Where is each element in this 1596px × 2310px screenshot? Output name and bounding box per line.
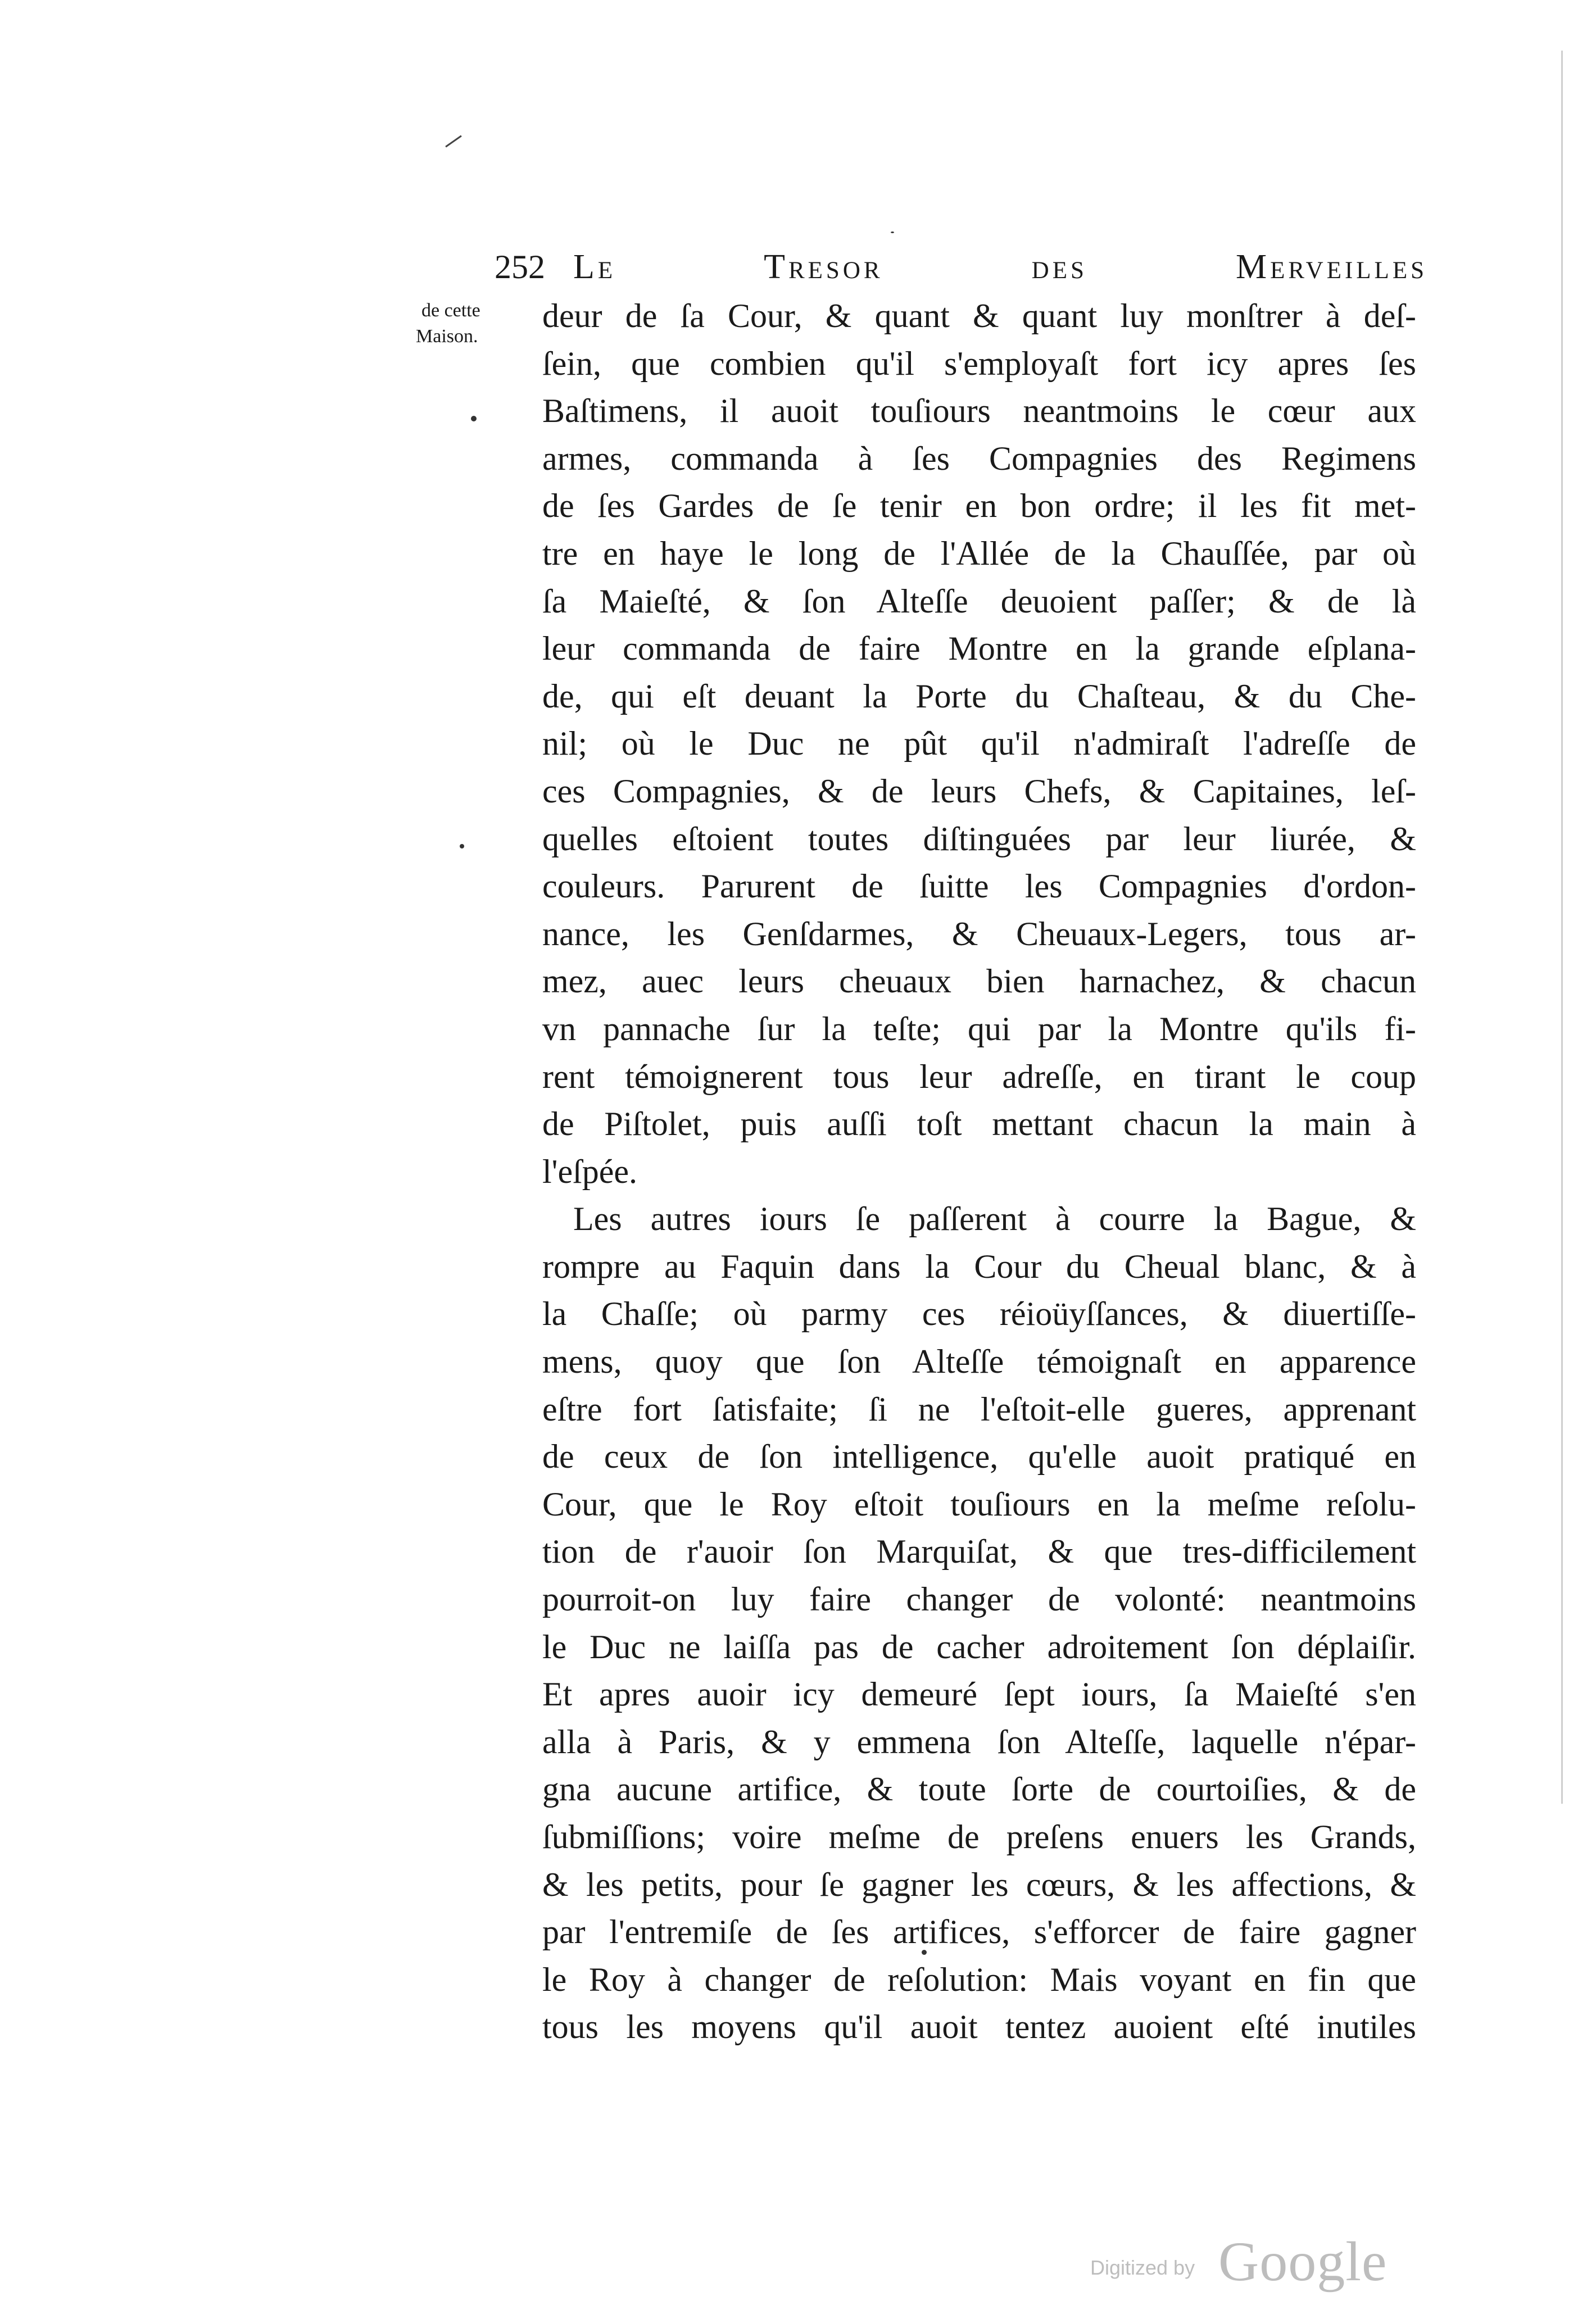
text-line: le Duc ne laiſſa pas de cacher adroitement ſon déplaiſir. [542,1628,1416,1665]
ink-mark [445,135,462,148]
text-line: nance, les Genſdarmes, & Cheuaux-Legers, tous ar- [542,915,1416,952]
text-line: alla à Paris, & y emmena ſon Alteſſe, laquelle n'épar- [542,1723,1416,1760]
google-logo: Google [1218,2230,1388,2293]
running-title: Le Tresor des Merveilles [573,248,1427,286]
text-line: pourroit-on luy faire changer de volonté: neantmoins [542,1581,1416,1618]
text-line: couleurs. Parurent de ſuitte les Compagnies d'ordon- [542,868,1416,905]
text-line: quelles eſtoient toutes diſtinguées par leur liurée, & [542,820,1416,857]
page-header [495,242,1427,292]
text-line: Les autres iours ſe paſſerent à courre la Bague, & [573,1200,1416,1238]
digitized-by-google-watermark [1090,2230,1405,2293]
text-line: rent témoignerent tous leur adreſſe, en tirant le coup [542,1058,1416,1095]
text-line: Baſtimens, il auoit touſiours neantmoins le cœur aux [542,392,1416,430]
text-line: de Piſtolet, puis auſſi toſt mettant chacun la main à [542,1105,1416,1143]
page-number: 252 [495,248,545,285]
ink-speck [891,232,894,233]
watermark-label: Digitized by [1090,2256,1195,2279]
text-line: ſubmiſſions; voire meſme de preſens enuers les Grands, [542,1818,1416,1855]
text-line: Et apres auoir icy demeuré ſept iours, ſa Maieſté s'en [542,1676,1416,1713]
text-line: mens, quoy que ſon Alteſſe témoignaſt en apparence [542,1343,1416,1381]
margin-note-line: de cette [421,300,480,321]
text-line: tion de r'auoir ſon Marquiſat, & que tres-difficilement [542,1533,1416,1571]
text-line: Cour, que le Roy eſtoit touſiours en la meſme reſolu- [542,1485,1416,1523]
text-line: la Chaſſe; où parmy ces réioüyſſances, & diuertiſſe- [542,1295,1416,1333]
margin-note [416,298,528,350]
text-line: rompre au Faquin dans la Cour du Cheual blanc, & à [542,1247,1416,1285]
text-line: ſa Maieſté, & ſon Alteſſe deuoient paſſer; & de là [542,582,1416,620]
text-line: mez, auec leurs cheuaux bien harnachez, & chacun [542,963,1416,1000]
text-line: eſtre fort ſatisfaite; ſi ne l'eſtoit-elle gueres, apprenant [542,1390,1416,1428]
text-line: par l'entremiſe de ſes artifices, s'efforcer de faire gagner [542,1913,1416,1951]
text-line: & les petits, pour ſe gagner les cœurs, & les affections, & [542,1866,1416,1903]
text-line: tre en haye le long de l'Allée de la Chauſſée, par où [542,534,1416,572]
text-line: l'eſpée. [542,1152,638,1190]
text-line: leur commanda de faire Montre en la grande eſplana- [542,630,1416,668]
text-line: le Roy à changer de reſolution: Mais voyant en fin que [542,1960,1416,1998]
text-line: ces Compagnies, & de leurs Chefs, & Capitaines, leſ- [542,772,1416,810]
text-line: vn pannache ſur la teſte; qui par la Montre qu'ils fi- [542,1010,1416,1047]
ink-speck [460,844,464,848]
text-line: nil; où le Duc ne pût qu'il n'admiraſt l'adreſſe de [542,725,1416,763]
text-line: tous les moyens qu'il auoit tentez auoient eſté inutiles [542,2008,1416,2046]
ink-speck [471,416,477,421]
text-line: ſein, que combien qu'il s'employaſt fort icy apres ſes [542,344,1416,382]
page-edge-line [1561,51,1563,1804]
text-line: gna aucune artifice, & toute ſorte de courtoiſies, & de [542,1771,1416,1808]
text-line: deur de ſa Cour, & quant & quant luy monſtrer à deſ- [542,297,1416,334]
margin-note-line: Maison. [416,326,478,347]
text-line: de ceux de ſon intelligence, qu'elle auoit pratiqué en [542,1438,1416,1476]
text-line: armes, commanda à ſes Compagnies des Regimens [542,439,1416,477]
text-line: de ſes Gardes de ſe tenir en bon ordre; il les fit met- [542,487,1416,525]
body-text [542,292,1416,2051]
text-line: de, qui eſt deuant la Porte du Chaſteau, & du Che- [542,677,1416,715]
